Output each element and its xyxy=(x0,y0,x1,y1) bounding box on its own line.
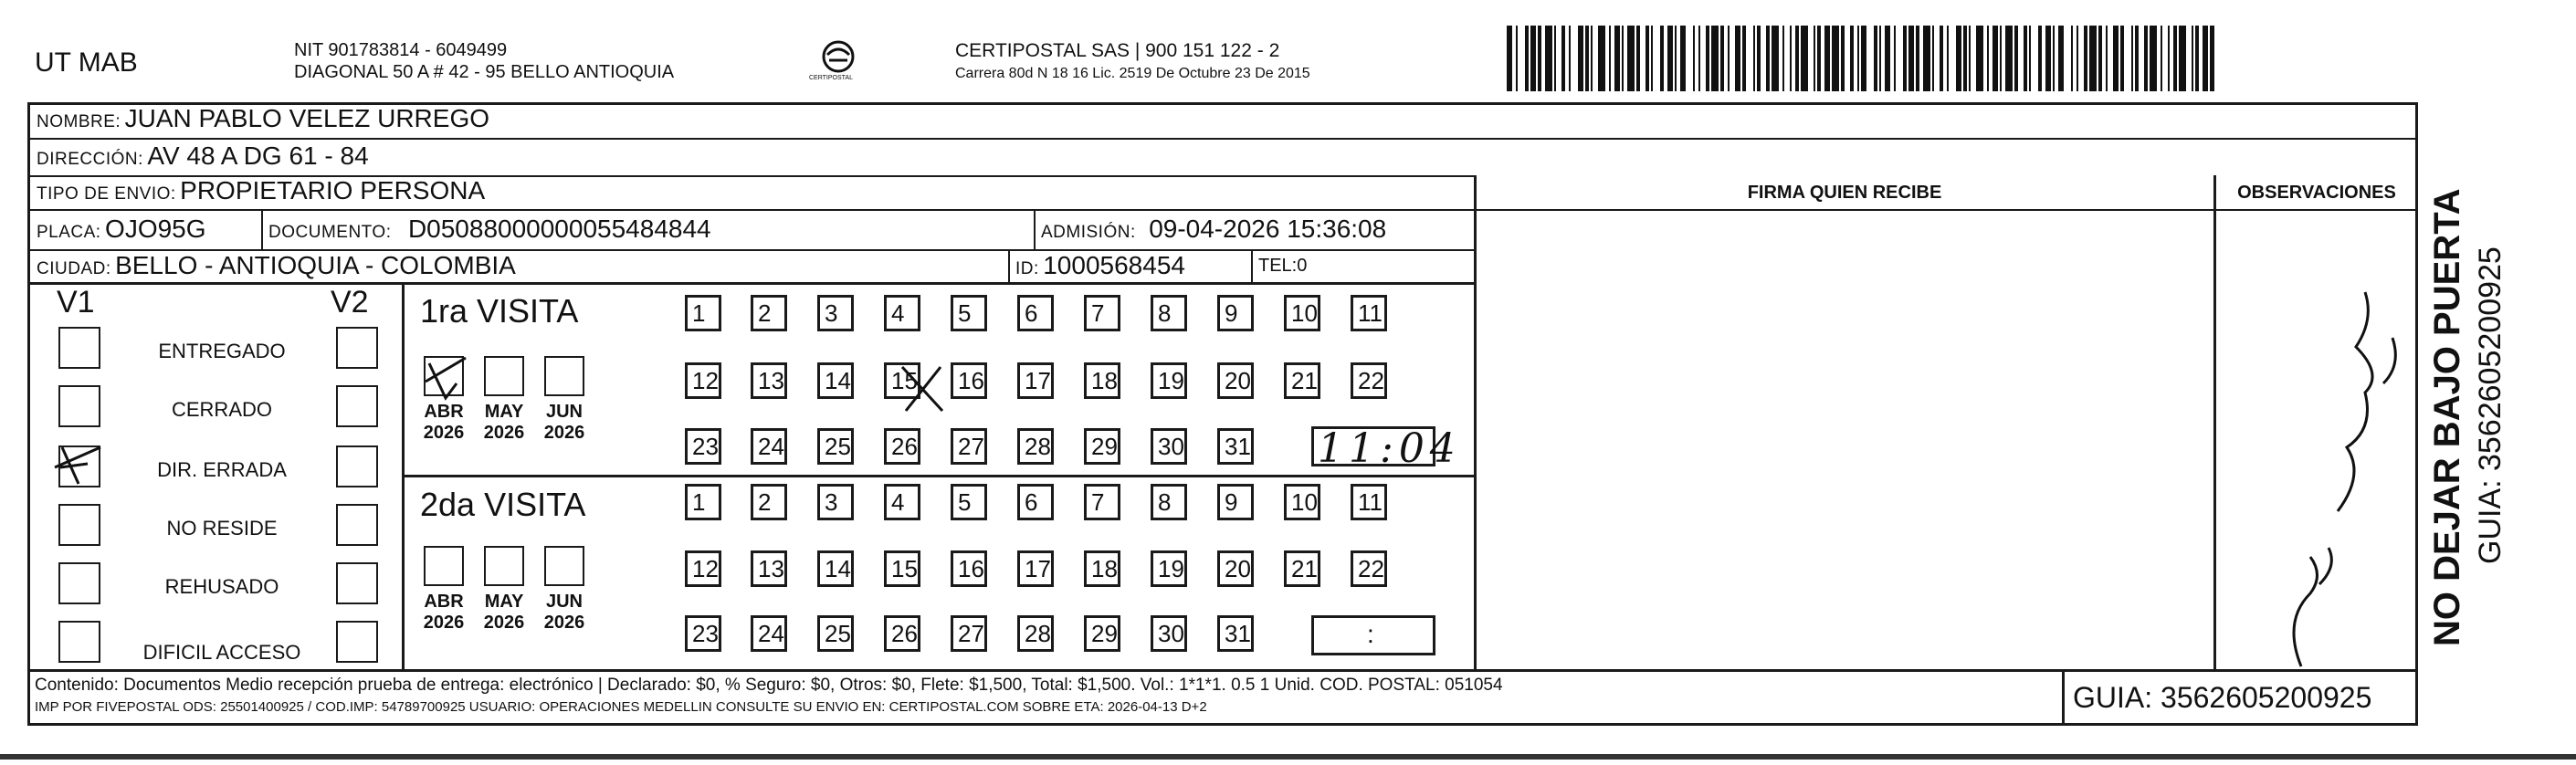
visit2-day-2[interactable]: 2 xyxy=(751,484,787,520)
visit1-day-5[interactable]: 5 xyxy=(951,295,987,331)
visit1-day-16[interactable]: 16 xyxy=(951,362,987,399)
status-label: DIR. ERRADA xyxy=(157,458,287,481)
visit2-day-1[interactable]: 1 xyxy=(685,484,721,520)
visit1-day-22[interactable]: 22 xyxy=(1351,362,1387,399)
visit1-day-7[interactable]: 7 xyxy=(1084,295,1120,331)
admision-value: 09-04-2026 15:36:08 xyxy=(1149,215,1387,243)
visit1-day-23[interactable]: 23 xyxy=(685,428,721,465)
visit2-day-13[interactable]: 13 xyxy=(751,550,787,587)
footer-content: Contenido: Documentos Medio recepción prueba de entrega: electrónico | Declarado: $0, % Seguro: $0, Otros: $0, Flete: $1,500, Total: $1,500. Vol.: 1*1*1. 0.5 1 Unid. COD. POSTAL: 051054 xyxy=(35,676,1503,695)
visit2-day-21[interactable]: 21 xyxy=(1284,550,1320,587)
side-guia: GUIA: 3562605200925 xyxy=(2473,246,2508,564)
visit2-month-label: MAY 2026 xyxy=(483,592,525,633)
placa-label: PLACA: xyxy=(37,223,101,242)
visit1-day-10[interactable]: 10 xyxy=(1284,295,1320,331)
visit2-day-19[interactable]: 19 xyxy=(1151,550,1187,587)
visit1-day-13[interactable]: 13 xyxy=(751,362,787,399)
nit-text: NIT 901783814 - 6049499 xyxy=(294,40,508,60)
observaciones-header: OBSERVACIONES xyxy=(2237,183,2396,203)
visit2-day-10[interactable]: 10 xyxy=(1284,484,1320,520)
visit1-day-31[interactable]: 31 xyxy=(1217,428,1254,465)
visit2-day-4[interactable]: 4 xyxy=(884,484,920,520)
visit1-day-26[interactable]: 26 xyxy=(884,428,920,465)
visit1-time: 11:04 xyxy=(1318,425,1461,472)
visit1-day-18[interactable]: 18 xyxy=(1084,362,1120,399)
visit2-month-label: ABR 2026 xyxy=(423,592,465,633)
admision-label: ADMISIÓN: xyxy=(1041,223,1136,242)
tel-value: 0 xyxy=(1297,256,1308,276)
visit1-month-label: ABR 2026 xyxy=(423,402,465,443)
logo-text: CERTIPOSTAL xyxy=(809,75,853,81)
visit2-day-14[interactable]: 14 xyxy=(817,550,854,587)
visit2-day-29[interactable]: 29 xyxy=(1084,615,1120,652)
visit1-day-30[interactable]: 30 xyxy=(1151,428,1187,465)
visit2-day-7[interactable]: 7 xyxy=(1084,484,1120,520)
visit1-day-14[interactable]: 14 xyxy=(817,362,854,399)
documento-value: D05088000000055484844 xyxy=(407,215,711,243)
visit2-day-25[interactable]: 25 xyxy=(817,615,854,652)
tel-label: TEL: xyxy=(1258,256,1298,276)
visit2-day-11[interactable]: 11 xyxy=(1351,484,1387,520)
visit2-day-16[interactable]: 16 xyxy=(951,550,987,587)
visit2-day-20[interactable]: 20 xyxy=(1217,550,1254,587)
ciudad-label: CIUDAD: xyxy=(37,259,111,278)
visit1-day-11[interactable]: 11 xyxy=(1351,295,1387,331)
tipo-value: PROPIETARIO PERSONA xyxy=(180,176,486,204)
nombre-label: NOMBRE: xyxy=(37,112,121,131)
visit2-month-label: JUN 2026 xyxy=(543,592,585,633)
carrier-name: CERTIPOSTAL SAS | 900 151 122 - 2 xyxy=(955,40,1280,61)
visit1-day-12[interactable]: 12 xyxy=(685,362,721,399)
visit1-day-29[interactable]: 29 xyxy=(1084,428,1120,465)
visit1-title: 1ra VISITA xyxy=(420,292,579,330)
visit1-day-1[interactable]: 1 xyxy=(685,295,721,331)
visit2-day-22[interactable]: 22 xyxy=(1351,550,1387,587)
visit1-day-27[interactable]: 27 xyxy=(951,428,987,465)
visit1-day-17[interactable]: 17 xyxy=(1017,362,1054,399)
status-label: CERRADO xyxy=(171,398,272,421)
ciudad-value: BELLO - ANTIOQUIA - COLOMBIA xyxy=(115,251,516,279)
carrier-license: Carrera 80d N 18 16 Lic. 2519 De Octubre 23 De 2015 xyxy=(955,66,1310,81)
visit1-day-28[interactable]: 28 xyxy=(1017,428,1054,465)
status-label: NO RESIDE xyxy=(166,517,278,540)
visit2-day-28[interactable]: 28 xyxy=(1017,615,1054,652)
visit1-day-15[interactable]: 15 xyxy=(884,362,920,399)
visit1-day-9[interactable]: 9 xyxy=(1217,295,1254,331)
visit1-day-6[interactable]: 6 xyxy=(1017,295,1054,331)
nombre-value: JUAN PABLO VELEZ URREGO xyxy=(124,104,489,132)
placa-value: OJO95G xyxy=(105,215,206,243)
visit2-day-18[interactable]: 18 xyxy=(1084,550,1120,587)
visit2-day-3[interactable]: 3 xyxy=(817,484,854,520)
visit2-day-5[interactable]: 5 xyxy=(951,484,987,520)
visit2-day-30[interactable]: 30 xyxy=(1151,615,1187,652)
company-name: UT MAB xyxy=(35,47,138,78)
visit2-day-24[interactable]: 24 xyxy=(751,615,787,652)
visit1-day-25[interactable]: 25 xyxy=(817,428,854,465)
visit2-day-12[interactable]: 12 xyxy=(685,550,721,587)
visit1-day-20[interactable]: 20 xyxy=(1217,362,1254,399)
documento-label: DOCUMENTO: xyxy=(268,223,392,242)
visit2-day-17[interactable]: 17 xyxy=(1017,550,1054,587)
visit1-day-8[interactable]: 8 xyxy=(1151,295,1187,331)
visit2-day-27[interactable]: 27 xyxy=(951,615,987,652)
visit2-day-26[interactable]: 26 xyxy=(884,615,920,652)
status-label: DIFICIL ACCESO xyxy=(142,641,301,664)
visit2-title: 2da VISITA xyxy=(420,486,586,523)
visit2-day-31[interactable]: 31 xyxy=(1217,615,1254,652)
footer-guia: GUIA: 3562605200925 xyxy=(2073,681,2372,714)
visit2-day-23[interactable]: 23 xyxy=(685,615,721,652)
status-label: ENTREGADO xyxy=(158,340,286,362)
visit1-day-2[interactable]: 2 xyxy=(751,295,787,331)
visit1-day-21[interactable]: 21 xyxy=(1284,362,1320,399)
bottom-border xyxy=(0,754,2576,760)
visit2-day-15[interactable]: 15 xyxy=(884,550,920,587)
id-label: ID: xyxy=(1015,259,1039,278)
firma-header: FIRMA QUIEN RECIBE xyxy=(1747,183,1942,203)
visit1-month-label: MAY 2026 xyxy=(483,402,525,443)
visit2-day-6[interactable]: 6 xyxy=(1017,484,1054,520)
visit1-day-4[interactable]: 4 xyxy=(884,295,920,331)
status-label: REHUSADO xyxy=(164,575,279,598)
visit2-day-8[interactable]: 8 xyxy=(1151,484,1187,520)
visit1-day-19[interactable]: 19 xyxy=(1151,362,1187,399)
tipo-label: TIPO DE ENVIO: xyxy=(37,184,176,204)
id-value: 1000568454 xyxy=(1043,251,1185,279)
visit1-month-label: JUN 2026 xyxy=(543,402,585,443)
direccion-value: AV 48 A DG 61 - 84 xyxy=(147,141,369,170)
footer-print-info: IMP POR FIVEPOSTAL ODS: 25501400925 / COD.IMP: 54789700925 USUARIO: OPERACIONES MEDELLIN CONSULTE SU ENVIO EN: CERTIPOSTAL.COM SOBRE ETA: 2026-04-13 D+2 xyxy=(35,699,1207,715)
v2-header: V2 xyxy=(331,285,369,320)
visit1-day-3[interactable]: 3 xyxy=(817,295,854,331)
direccion-label: DIRECCIÓN: xyxy=(37,150,143,169)
v1-header: V1 xyxy=(57,285,95,320)
visit2-time: : xyxy=(1367,620,1374,648)
visit1-day-24[interactable]: 24 xyxy=(751,428,787,465)
side-warning: NO DEJAR BAJO PUERTA xyxy=(2427,188,2467,646)
company-address: DIAGONAL 50 A # 42 - 95 BELLO ANTIOQUIA xyxy=(294,62,675,82)
visit2-day-9[interactable]: 9 xyxy=(1217,484,1254,520)
